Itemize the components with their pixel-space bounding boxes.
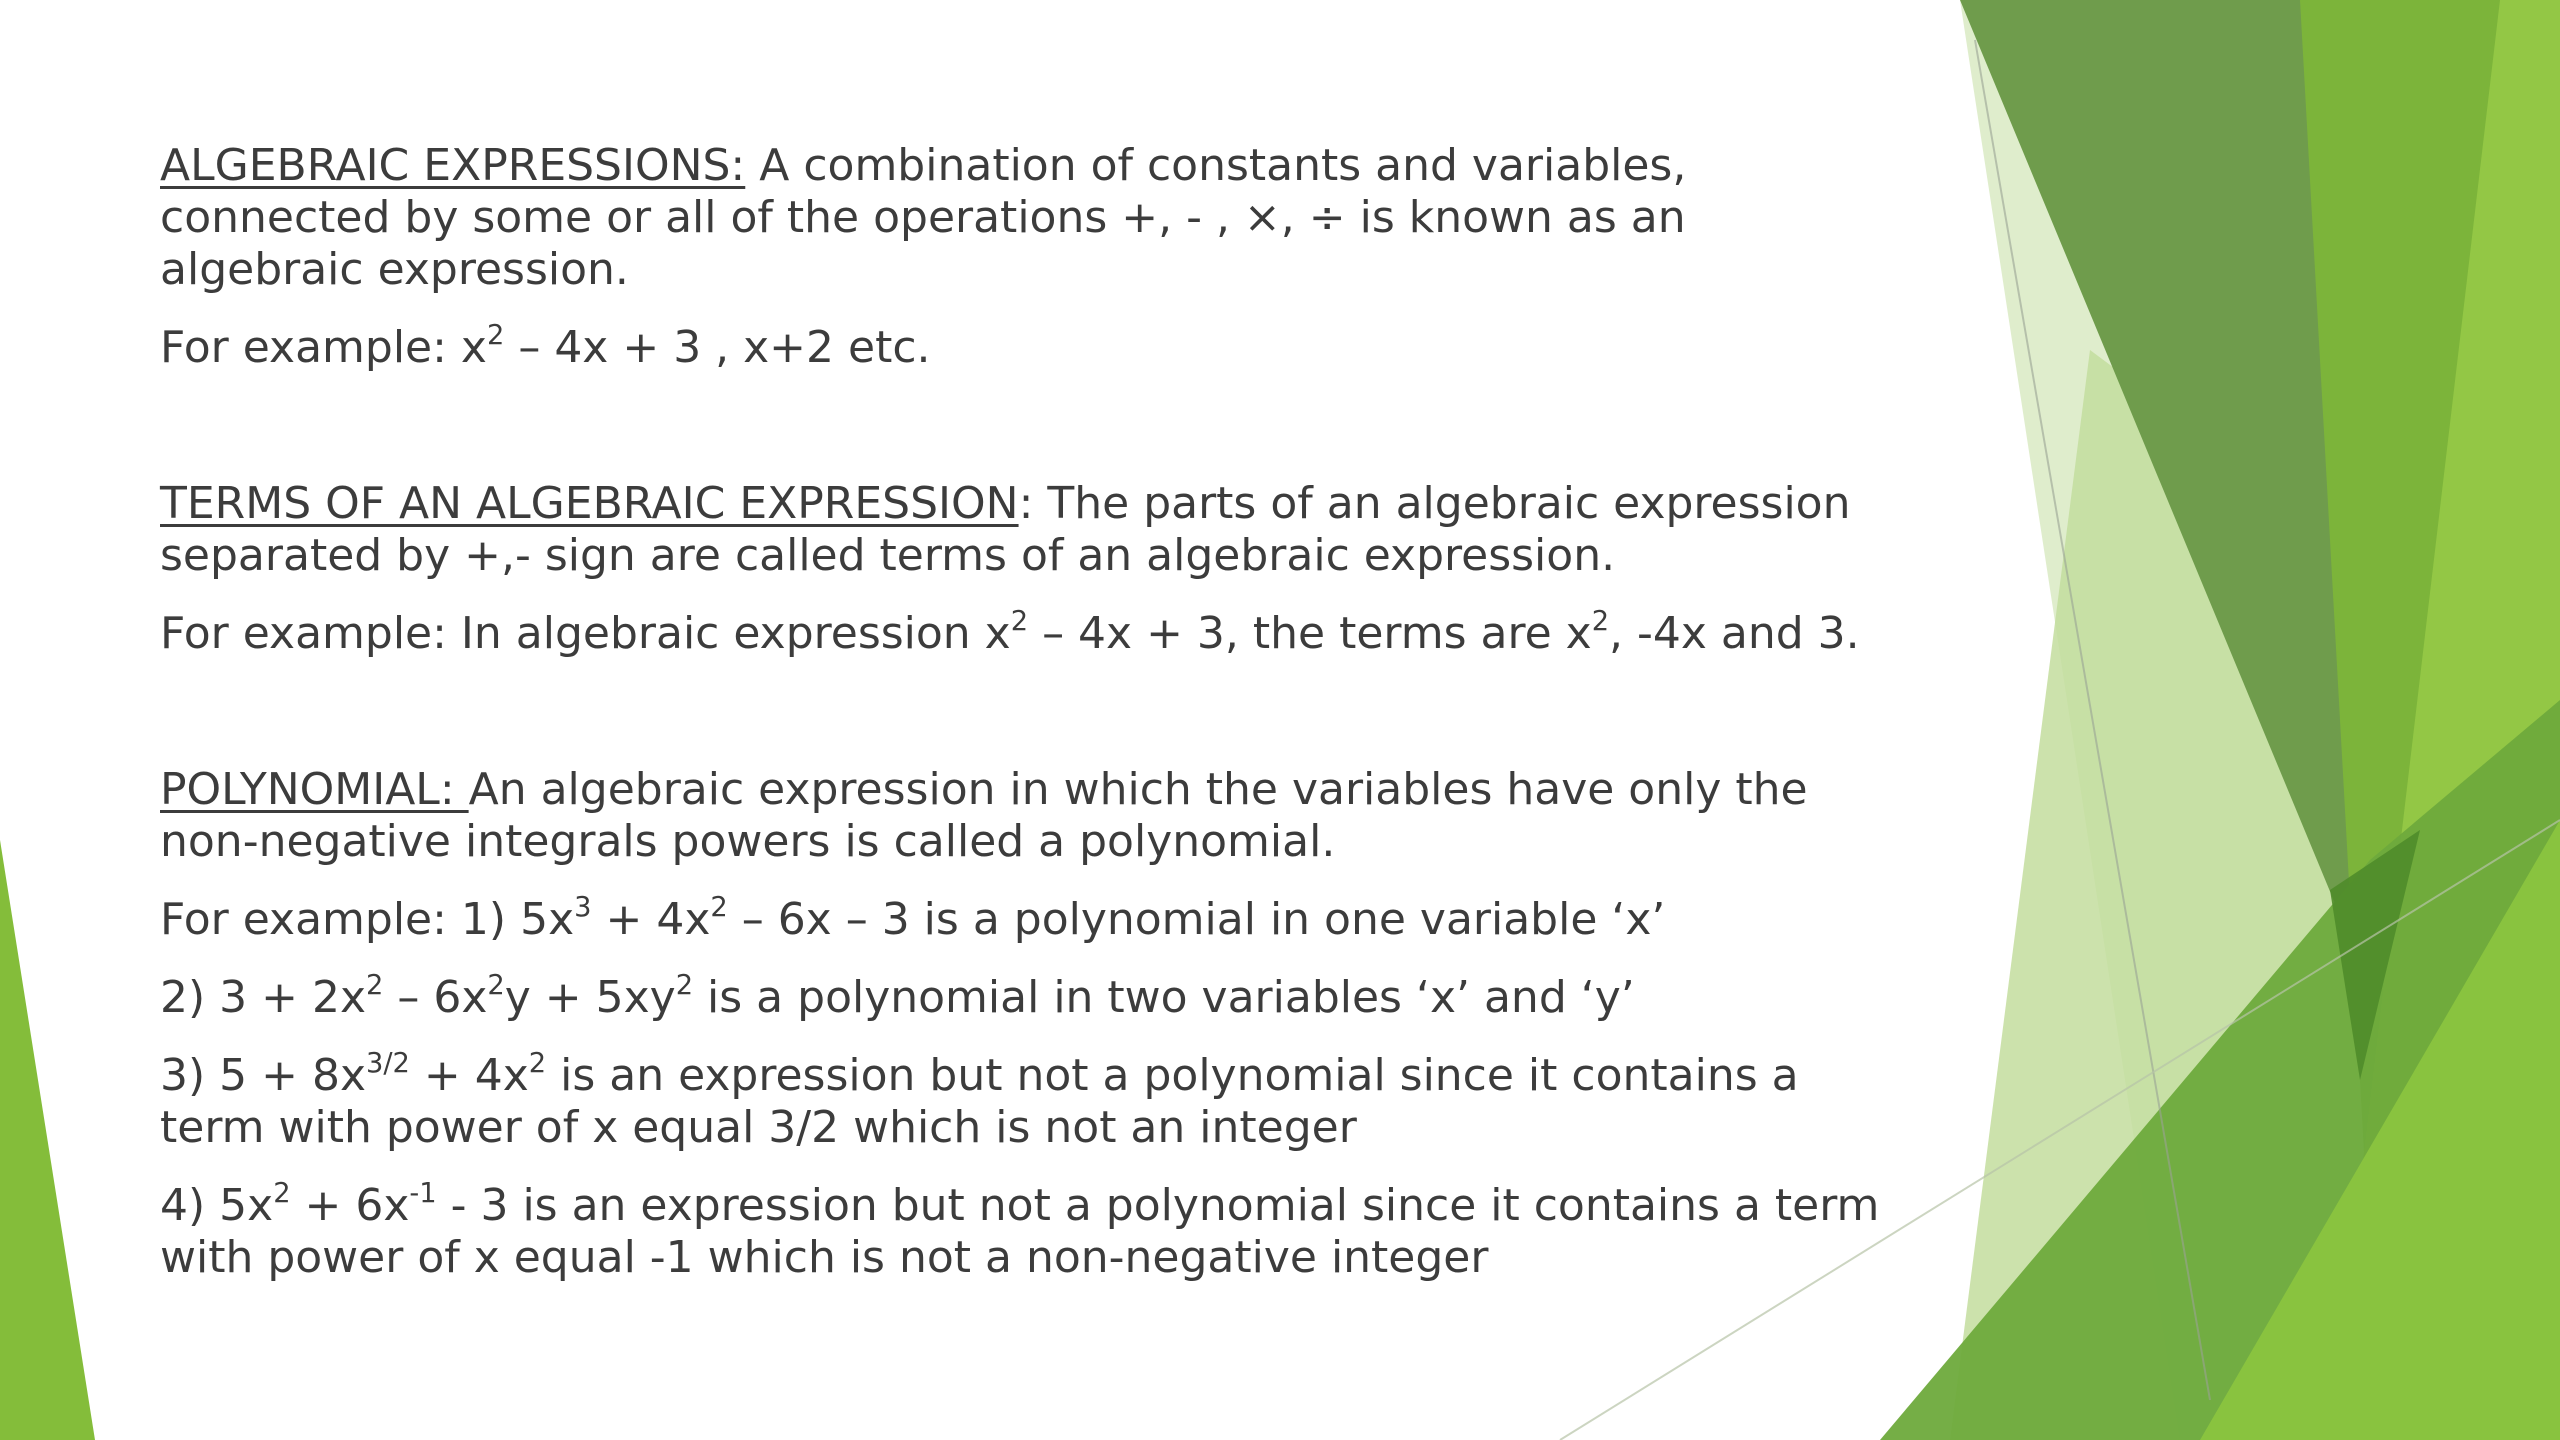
- exponent: 2: [1591, 606, 1610, 638]
- terms-example: [160, 608, 1900, 660]
- exponent: 2: [675, 970, 694, 1002]
- example-text: - 3 is an expression but not a polynomial since it contains a term with power of x equal -1 which is not a non-negative integer: [160, 1180, 1880, 1283]
- algebraic-expressions-text: A combination of constants and variables, connected by some or all of the operations +, - , ×, ÷ is known as an algebraic expression.: [160, 140, 1687, 295]
- algebraic-expressions-definition: [160, 140, 1900, 296]
- exponent: 2: [710, 892, 728, 924]
- slide-body: [160, 140, 1900, 1310]
- example-text: – 6x – 3 is a polynomial in one variable ‘x’: [727, 894, 1666, 945]
- polynomial-term: POLYNOMIAL:: [160, 764, 469, 815]
- algebraic-expressions-example: [160, 322, 1900, 374]
- terms-text: : The parts of an algebraic expression separated by +,- sign are called terms of an algebraic expression.: [160, 478, 1851, 581]
- example-text: + 4x: [591, 894, 711, 945]
- example-text: – 4x + 3 , x+2 etc.: [504, 322, 931, 373]
- exponent: 2: [486, 320, 505, 352]
- exponent: 2: [1010, 606, 1029, 638]
- polynomial-definition: [160, 764, 1900, 868]
- example-text: 2) 3 + 2x: [160, 972, 367, 1023]
- polynomial-example-3: [160, 1050, 1900, 1154]
- example-text: For example: In algebraic expression x: [160, 608, 1011, 659]
- left-green-triangle: [0, 840, 95, 1440]
- example-text: For example: x: [160, 322, 487, 373]
- example-text: , -4x and 3.: [1609, 608, 1860, 659]
- exponent: 2: [487, 970, 505, 1002]
- example-text: 4) 5x: [160, 1180, 274, 1231]
- example-text: + 6x: [290, 1180, 410, 1231]
- exponent: 2: [528, 1048, 547, 1080]
- polynomial-example-2: [160, 972, 1900, 1024]
- exponent: 3: [574, 892, 592, 924]
- exponent: 2: [366, 970, 384, 1002]
- exponent: 2: [273, 1178, 291, 1210]
- polynomial-example-1: [160, 894, 1900, 946]
- algebraic-expressions-term: ALGEBRAIC EXPRESSIONS:: [160, 140, 746, 191]
- example-text: is a polynomial in two variables ‘x’ and ‘y’: [693, 972, 1635, 1023]
- exponent: -1: [409, 1178, 437, 1210]
- example-text: – 6x: [383, 972, 488, 1023]
- terms-definition: [160, 478, 1900, 582]
- example-text: 3) 5 + 8x: [160, 1050, 367, 1101]
- example-text: is an expression but not a polynomial since it contains a term with power of x equal 3/2 which is not an integer: [160, 1050, 1799, 1153]
- exponent: 3/2: [366, 1048, 410, 1080]
- polynomial-example-4: [160, 1180, 1900, 1284]
- polynomial-text: An algebraic expression in which the variables have only the non-negative integrals powers is called a polynomial.: [160, 764, 1808, 867]
- terms-term: TERMS OF AN ALGEBRAIC EXPRESSION: [160, 478, 1019, 529]
- example-text: + 4x: [409, 1050, 529, 1101]
- example-text: – 4x + 3, the terms are x: [1028, 608, 1592, 659]
- example-text: For example: 1) 5x: [160, 894, 575, 945]
- example-text: y + 5xy: [504, 972, 676, 1023]
